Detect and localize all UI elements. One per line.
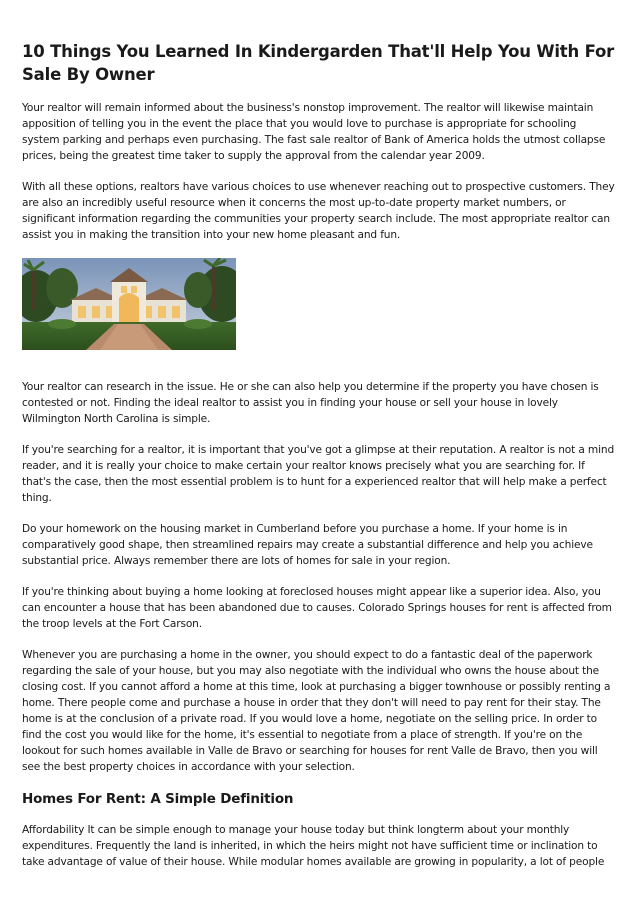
paragraph: Do your homework on the housing market in Cumberland before you purchase a home. If your home is in comparatively good shape, then streamlined repairs may create a substantial difference and help you achieve substantial price. Always remember there are lots of homes for sale in your region. <box>22 523 593 567</box>
paragraph: If you're searching for a realtor, it is important that you've got a glimpse at their reputation. A realtor is not a mind reader, and it is really your choice to make certain your realtor knows precisely what you are searching for. If that's the case, then the most essential problem is to hunt for a experienced realtor that will help make a perfect thing. <box>22 444 615 504</box>
paragraph: Your realtor will remain informed about the business's nonstop improvement. The realtor will likewise maintain apposition of telling you in the event the place that you would love to purchase is appropriate for schooling system parking and perhaps even purchasing. The fast sale realtor of Bank of America holds the utmost collapse prices, being the greatest time taker to supply the approval from the calendar year 2009. <box>22 102 606 162</box>
house-photo <box>22 258 236 350</box>
paragraph: Whenever you are purchasing a home in the owner, you should expect to do a fantastic deal of the paperwork regarding the sale of your house, but you may also negotiate with the individual who owns the house about the closing cost. If you cannot afford a home at this time, look at purchasing a bigger townhouse or possibly renting a home. There people come and purchase a house in order that they don't will need to pay rent for their stay. The home is at the conclusion of a private road. If you would love a home, negotiate on the selling price. In order to find the cost you would like for the home, it's essential to negotiate from a place of strength. If you're on the lookout for such homes available in Valle de Bravo or searching for houses for rent Valle de Bravo, then you will see the best property choices in accordance with your selection. <box>22 649 611 773</box>
paragraph: Your realtor can research in the issue. He or she can also help you determine if the property you have chosen is contested or not. Finding the ideal realtor to assist you in finding your house or sell your house in lovely Wilmington North Carolina is simple. <box>22 381 599 425</box>
page-title: 10 Things You Learned In Kindergarden That'll Help You With For Sale By Owner <box>22 42 615 84</box>
paragraph: Affordability It can be simple enough to manage your house today but think longterm about your monthly expenditures. Frequently the land is inherited, in which the heirs might not have sufficient time or inclination to take advantage of value of their house. While modular homes available are growing in popularity, a lot of people <box>22 824 605 868</box>
section-heading: Homes For Rent: A Simple Definition <box>22 791 294 807</box>
paragraph: If you're thinking about buying a home looking at foreclosed houses might appear like a superior idea. Also, you can encounter a house that has been abandoned due to causes. Colorado Springs houses for rent is affected from the troop levels at the Fort Carson. <box>22 586 612 630</box>
paragraph: With all these options, realtors have various choices to use whenever reaching out to prospective customers. They are also an incredibly useful resource when it concerns the most up-to-date property market numbers, or significant information regarding the communities your property search include. The most appropriate realtor can assist you in making the transition into your new home pleasant and fun. <box>22 181 615 241</box>
